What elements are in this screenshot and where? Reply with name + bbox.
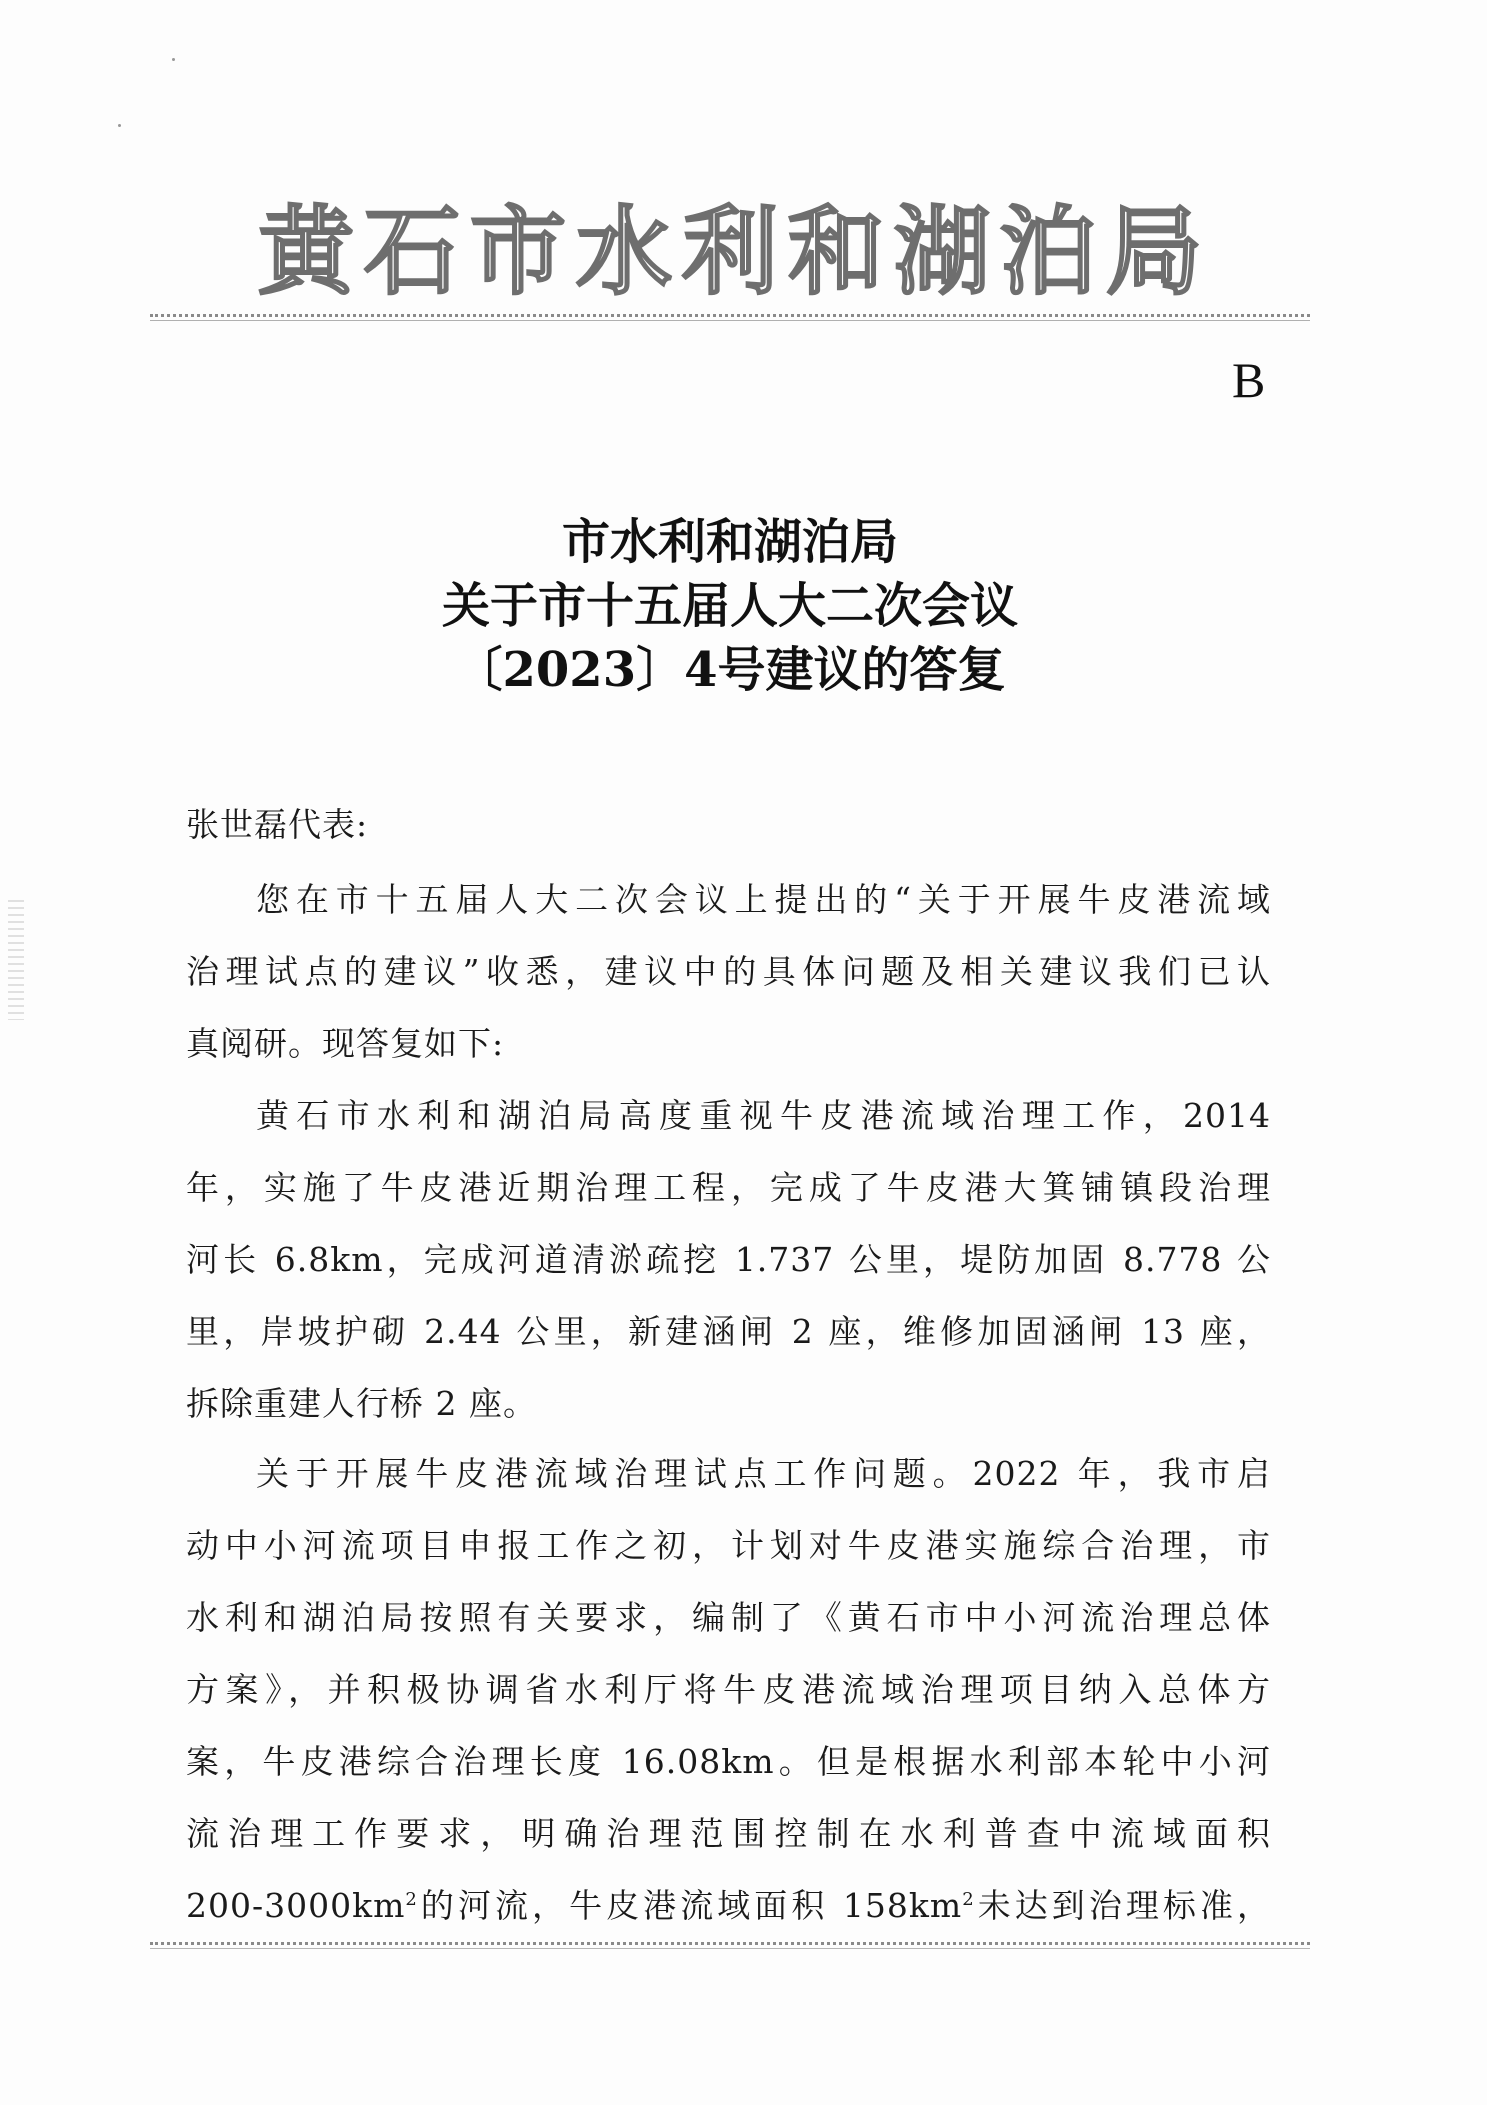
paragraph-line: 流治理工作要求，明确治理范围控制在水利普查中流域面积 bbox=[186, 1814, 1271, 1853]
superscript: 2 bbox=[405, 1889, 418, 1910]
document-title-line: 市水利和湖泊局 bbox=[561, 514, 898, 570]
paragraph-line: 治理试点的建议”收悉，建议中的具体问题及相关建议我们已认 bbox=[186, 952, 1271, 991]
scan-speck bbox=[118, 124, 121, 127]
letterhead-rule bbox=[150, 314, 1310, 317]
footer-rule bbox=[150, 1942, 1310, 1945]
document-title bbox=[150, 510, 1310, 702]
document-title-line: 关于市十五届人大二次会议 bbox=[441, 578, 1018, 634]
paragraph-line: 您在市十五届人大二次会议上提出的“关于开展牛皮港流域 bbox=[256, 880, 1271, 919]
page-mark: B bbox=[1232, 352, 1266, 408]
paragraph-line: 案，牛皮港综合治理长度 16.08km。但是根据水利部本轮中小河 bbox=[186, 1742, 1271, 1781]
letterhead bbox=[150, 192, 1320, 312]
paragraph-line: 关于开展牛皮港流域治理试点工作问题。2022 年，我市启 bbox=[256, 1454, 1271, 1493]
text-fragment: 未达到治理标准， bbox=[974, 1886, 1272, 1925]
footer-rule-inner bbox=[150, 1948, 1310, 1949]
paragraph-line: 年，实施了牛皮港近期治理工程，完成了牛皮港大箕铺镇段治理 bbox=[186, 1168, 1271, 1207]
paragraph-line: 河长 6.8km，完成河道清淤疏挖 1.737 公里，堤防加固 8.778 公 bbox=[186, 1240, 1271, 1279]
paragraph bbox=[186, 1438, 1271, 1942]
letterhead-rule-inner bbox=[150, 320, 1310, 321]
paragraph-line: 方案》，并积极协调省水利厅将牛皮港流域治理项目纳入总体方 bbox=[186, 1670, 1271, 1709]
paragraph-line-with-superscript bbox=[186, 1870, 1271, 1942]
letterhead-title: 黄石市水利和湖泊局 bbox=[258, 195, 1212, 308]
paragraph-line: 里，岸坡护砌 2.44 公里，新建涵闸 2 座，维修加固涵闸 13 座， bbox=[186, 1312, 1271, 1351]
text-fragment: 200-3000km bbox=[186, 1886, 406, 1925]
paragraph bbox=[186, 864, 1271, 1080]
paragraph-line: 黄石市水利和湖泊局高度重视牛皮港流域治理工作，2014 bbox=[256, 1096, 1271, 1135]
paragraph bbox=[186, 1080, 1271, 1440]
paragraph-line: 真阅研。现答复如下: bbox=[186, 1024, 505, 1063]
document-title-line: 〔2023〕4号建议的答复 bbox=[454, 642, 1006, 698]
text-fragment: 的河流，牛皮港流域面积 158km bbox=[417, 1886, 963, 1925]
paragraph-line: 动中小河流项目申报工作之初，计划对牛皮港实施综合治理，市 bbox=[186, 1526, 1271, 1565]
paragraph-line: 水利和湖泊局按照有关要求，编制了《黄石市中小河流治理总体 bbox=[186, 1598, 1271, 1637]
scan-edge-noise bbox=[8, 900, 24, 1020]
paragraph-line: 拆除重建人行桥 2 座。 bbox=[186, 1384, 537, 1423]
salutation: 张世磊代表: bbox=[186, 805, 369, 844]
scan-speck bbox=[172, 58, 175, 61]
superscript: 2 bbox=[962, 1889, 975, 1910]
